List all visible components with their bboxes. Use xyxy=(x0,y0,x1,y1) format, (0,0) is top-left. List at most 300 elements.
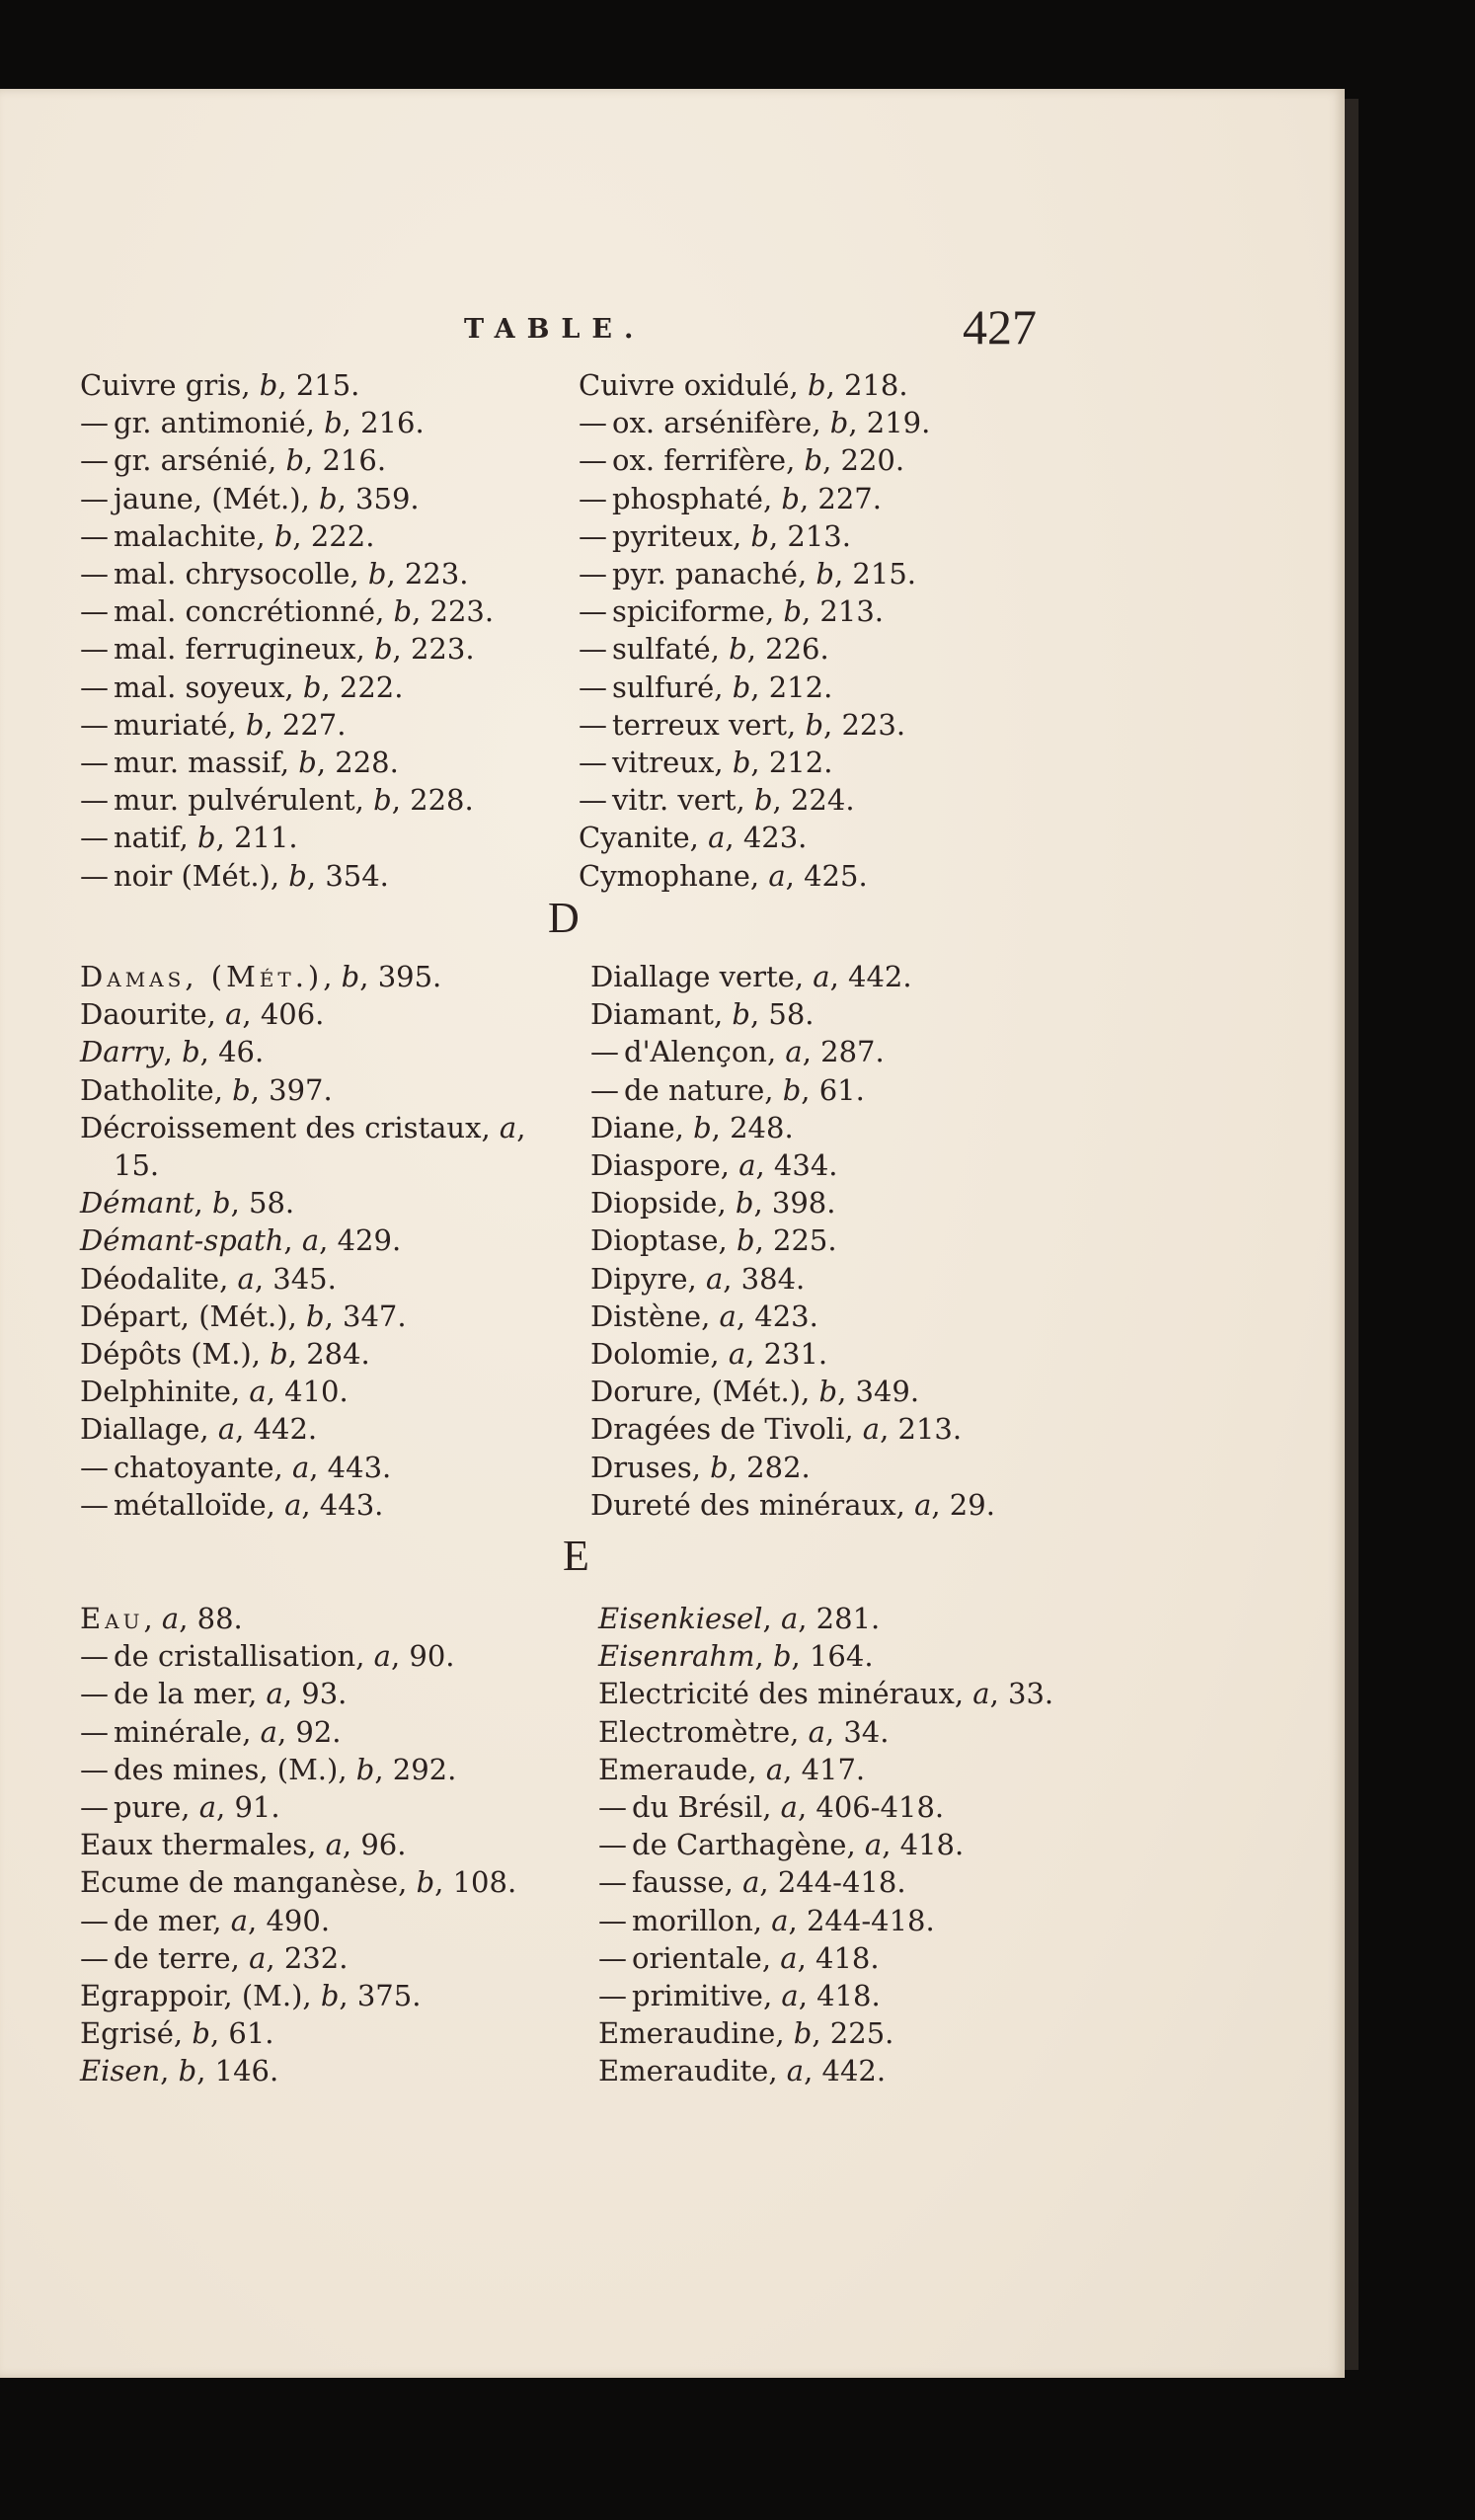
entry-page: 406-418 xyxy=(815,1790,935,1825)
index-entry: Darry, b, 46. xyxy=(80,1035,265,1069)
index-entry: Diallage, a, 442. xyxy=(80,1412,318,1447)
index-entry: Dipyre, a, 384. xyxy=(590,1261,806,1296)
index-entry: Cuivre oxidulé, b, 218. xyxy=(579,368,908,402)
index-entry: Cuivre gris, b, 215. xyxy=(80,368,360,402)
entry-page: 443 xyxy=(319,1487,375,1522)
index-entry: — d'Alençon, a, 287. xyxy=(590,1033,1079,1070)
ditto-dash: — xyxy=(579,632,607,667)
entry-term: pyriteux xyxy=(612,518,733,553)
entry-volume: a xyxy=(862,1412,881,1447)
entry-volume: b xyxy=(750,518,769,553)
entry-term: de la mer xyxy=(114,1677,249,1711)
entry-volume: b xyxy=(197,821,216,855)
entry-page: 61 xyxy=(818,1072,856,1107)
entry-term: noir (Mét.) xyxy=(114,858,271,893)
index-entry: Ecume de manganèse, b, 108. xyxy=(80,1865,517,1900)
ditto-dash: — xyxy=(579,707,607,742)
ditto-dash: — xyxy=(598,1903,627,1937)
entry-page: 224 xyxy=(790,783,846,818)
entry-page: 108 xyxy=(452,1865,507,1900)
entry-page: 232 xyxy=(283,1940,340,1975)
entry-term: Eau xyxy=(80,1602,144,1635)
entry-page: 347 xyxy=(343,1299,398,1333)
entry-term: Dépôts (M.) xyxy=(80,1337,252,1372)
index-entry: — de la mer, a, 93. xyxy=(80,1675,569,1712)
ditto-dash: — xyxy=(598,1828,627,1862)
index-entry: Damas, (Mét.), b, 395. xyxy=(80,960,442,993)
entry-volume: b xyxy=(182,1035,200,1069)
entry-page: 223 xyxy=(841,707,896,742)
entry-page: 34 xyxy=(843,1714,881,1749)
entry-volume: b xyxy=(804,443,823,478)
index-entry: — gr. antimonié, b, 216. xyxy=(80,404,569,441)
index-entry: — mal. concrétionné, b, 223. xyxy=(80,592,569,630)
entry-volume: b xyxy=(373,783,392,818)
entry-page: 212 xyxy=(768,669,824,704)
entry-volume: b xyxy=(298,746,317,780)
entry-volume: a xyxy=(249,1375,267,1409)
entry-term: Electricité des minéraux xyxy=(598,1677,955,1711)
entry-volume: a xyxy=(813,960,830,993)
ditto-dash: — xyxy=(579,518,607,553)
entry-page: 244-418 xyxy=(806,1903,926,1937)
entry-page: 211 xyxy=(234,821,289,855)
entry-page: 213 xyxy=(819,594,875,629)
entry-term: orientale xyxy=(632,1940,762,1975)
ditto-dash: — xyxy=(80,1487,109,1522)
entry-page: 354 xyxy=(325,858,380,893)
entry-page: 375 xyxy=(356,1979,413,2013)
entry-volume: a xyxy=(266,1677,283,1711)
entry-term: Eisen xyxy=(80,2054,161,2088)
ditto-dash: — xyxy=(80,1790,109,1825)
entry-volume: a xyxy=(972,1677,990,1711)
entry-page: 281 xyxy=(815,1602,872,1635)
entry-page: 227 xyxy=(281,707,338,742)
entry-page: 398 xyxy=(771,1186,827,1221)
entry-term: Damas, (Mét.) xyxy=(80,960,324,993)
entry-term: Diane xyxy=(590,1110,675,1144)
entry-volume: a xyxy=(225,997,243,1032)
entry-page: 228 xyxy=(410,783,465,818)
entry-volume: a xyxy=(808,1714,825,1749)
entry-term: Emeraudine xyxy=(598,2016,776,2051)
entry-term: Cuivre gris xyxy=(80,368,242,402)
ditto-dash: — xyxy=(80,1752,109,1786)
index-entry: Décroissement des cristaux, a, 15. xyxy=(80,1110,526,1183)
index-entry: — de Carthagène, a, 418. xyxy=(598,1826,1087,1863)
entry-term: de cristallisation xyxy=(114,1639,356,1674)
index-entry: Cyanite, a, 423. xyxy=(579,821,808,855)
entry-volume: b xyxy=(793,2016,813,2051)
index-column-d-right xyxy=(590,958,1079,1524)
entry-volume: a xyxy=(781,1979,799,2013)
entry-volume: a xyxy=(785,1035,803,1069)
ditto-dash: — xyxy=(579,443,607,478)
page-number: 427 xyxy=(963,299,1037,354)
ditto-dash: — xyxy=(80,481,109,515)
entry-volume: b xyxy=(232,1072,251,1107)
ditto-dash: — xyxy=(80,1677,109,1711)
index-entry: Dépôts (M.), b, 284. xyxy=(80,1337,370,1372)
entry-term: mal. soyeux xyxy=(114,669,285,704)
index-entry: — mal. soyeux, b, 222. xyxy=(80,669,569,706)
index-entry: — noir (Mét.), b, 354. xyxy=(80,857,569,895)
index-entry: — minérale, a, 92. xyxy=(80,1713,569,1751)
entry-term: terreux vert xyxy=(612,707,788,742)
entry-term: Diamant xyxy=(590,997,714,1032)
index-entry: Diallage verte, a, 442. xyxy=(590,960,912,993)
ditto-dash: — xyxy=(598,1940,627,1975)
entry-volume: a xyxy=(771,1903,789,1937)
entry-term: Eaux thermales xyxy=(80,1828,308,1862)
entry-page: 443 xyxy=(327,1450,383,1484)
ditto-dash: — xyxy=(80,1714,109,1749)
index-entry: — fausse, a, 244-418. xyxy=(598,1863,1087,1901)
entry-page: 423 xyxy=(742,821,799,855)
entry-page: 90 xyxy=(409,1639,446,1674)
entry-term: natif xyxy=(114,821,180,855)
entry-page: 397 xyxy=(269,1072,324,1107)
index-entry: Eisenrahm, b, 164. xyxy=(598,1639,874,1674)
index-entry: Cymophane, a, 425. xyxy=(579,858,868,893)
entry-volume: a xyxy=(728,1337,746,1372)
entry-volume: a xyxy=(742,1865,760,1900)
section-letter-d: D xyxy=(548,894,580,942)
index-entry: — phosphaté, b, 227. xyxy=(579,480,1067,517)
entry-page: 226 xyxy=(765,632,820,667)
entry-term: mur. pulvérulent xyxy=(114,783,355,818)
entry-page: 425 xyxy=(804,858,859,893)
index-entry: Dragées de Tivoli, a, 213. xyxy=(590,1412,963,1447)
entry-page: 227 xyxy=(817,481,873,515)
ditto-dash: — xyxy=(579,594,607,629)
entry-page: 146 xyxy=(214,2054,270,2088)
entry-term: mal. concrétionné xyxy=(114,594,376,629)
entry-page: 212 xyxy=(768,746,824,780)
index-entry: Diaspore, a, 434. xyxy=(590,1148,838,1183)
entry-page: 228 xyxy=(335,746,390,780)
entry-page: 96 xyxy=(360,1828,398,1862)
entry-term: gr. antimonié xyxy=(114,406,306,440)
entry-term: morillon xyxy=(632,1903,753,1937)
entry-term: sulfaté xyxy=(612,632,711,667)
index-entry: Dolomie, a, 231. xyxy=(590,1337,828,1372)
index-entry: Démant-spath, a, 429. xyxy=(80,1223,402,1258)
entry-volume: b xyxy=(732,669,751,704)
index-entry: Eisenkiesel, a, 281. xyxy=(598,1602,881,1635)
index-entry: — vitreux, b, 212. xyxy=(579,744,1067,781)
entry-term: Ecume de manganèse xyxy=(80,1865,399,1900)
ditto-dash: — xyxy=(80,783,109,818)
entry-page: 349 xyxy=(855,1375,910,1409)
entry-volume: b xyxy=(341,960,360,993)
entry-term: de terre xyxy=(114,1940,231,1975)
entry-volume: b xyxy=(192,2016,210,2051)
index-entry: Déodalite, a, 345. xyxy=(80,1261,337,1296)
index-entry: — mal. chrysocolle, b, 223. xyxy=(80,555,569,592)
entry-term: Dorure, (Mét.) xyxy=(590,1375,802,1409)
entry-page: 490 xyxy=(266,1903,321,1937)
index-entry: — métalloïde, a, 443. xyxy=(80,1486,569,1524)
entry-volume: b xyxy=(736,1223,755,1258)
ditto-dash: — xyxy=(80,707,109,742)
index-entry: — muriaté, b, 227. xyxy=(80,706,569,744)
entry-page: 29 xyxy=(949,1487,986,1522)
entry-volume: b xyxy=(829,406,849,440)
entry-volume: b xyxy=(211,1186,231,1221)
index-entry: — morillon, a, 244-418. xyxy=(598,1902,1087,1939)
entry-volume: a xyxy=(260,1714,277,1749)
entry-page: 223 xyxy=(410,632,466,667)
entry-page: 15 xyxy=(114,1148,150,1183)
entry-page: 418 xyxy=(815,1940,871,1975)
entry-term: mur. massif xyxy=(114,746,280,780)
entry-term: fausse xyxy=(632,1865,725,1900)
entry-volume: a xyxy=(237,1261,255,1296)
entry-volume: b xyxy=(807,368,826,402)
entry-volume: b xyxy=(783,594,802,629)
index-entry: Distène, a, 423. xyxy=(590,1299,818,1333)
entry-page: 418 xyxy=(816,1979,872,2013)
entry-term: Eisenkiesel xyxy=(598,1602,763,1635)
index-entry: Dorure, (Mét.), b, 349. xyxy=(590,1375,920,1409)
index-entry: — de terre, a, 232. xyxy=(80,1939,569,1977)
ditto-dash: — xyxy=(598,1790,627,1825)
entry-term: pyr. panaché xyxy=(612,557,798,591)
entry-page: 244-418 xyxy=(777,1865,897,1900)
entry-page: 88 xyxy=(196,1602,234,1635)
entry-volume: b xyxy=(781,481,800,515)
entry-volume: a xyxy=(719,1299,737,1333)
entry-volume: a xyxy=(284,1487,302,1522)
entry-page: 219 xyxy=(866,406,922,440)
index-entry: — pyr. panaché, b, 215. xyxy=(579,555,1067,592)
entry-term: Delphinite xyxy=(80,1375,231,1409)
entry-page: 213 xyxy=(897,1412,953,1447)
entry-volume: b xyxy=(367,557,387,591)
entry-term: minérale xyxy=(114,1714,243,1749)
entry-term: primitive xyxy=(632,1979,763,2013)
entry-term: Dureté des minéraux xyxy=(590,1487,896,1522)
index-entry: Datholite, b, 397. xyxy=(80,1072,333,1107)
section-letter-e: E xyxy=(563,1532,589,1580)
entry-volume: b xyxy=(319,481,338,515)
entry-page: 429 xyxy=(337,1223,392,1258)
entry-volume: b xyxy=(273,518,293,553)
entry-page: 223 xyxy=(404,557,460,591)
entry-term: chatoyante xyxy=(114,1450,274,1484)
entry-term: Druses xyxy=(590,1450,692,1484)
entry-page: 213 xyxy=(787,518,842,553)
entry-term: gr. arsénié xyxy=(114,443,268,478)
entry-page: 442 xyxy=(848,960,903,993)
index-entry: Départ, (Mét.), b, 347. xyxy=(80,1299,407,1333)
entry-page: 292 xyxy=(392,1752,448,1786)
entry-term: Daourite xyxy=(80,997,207,1032)
entry-term: sulfuré xyxy=(612,669,715,704)
entry-term: Dragées de Tivoli xyxy=(590,1412,845,1447)
entry-volume: b xyxy=(815,557,834,591)
entry-volume: a xyxy=(217,1412,236,1447)
entry-page: 395 xyxy=(377,960,433,993)
index-entry: Eau, a, 88. xyxy=(80,1602,243,1635)
entry-volume: b xyxy=(710,1450,729,1484)
index-entry: — chatoyante, a, 443. xyxy=(80,1449,569,1486)
entry-page: 33 xyxy=(1008,1677,1045,1711)
index-entry: — malachite, b, 222. xyxy=(80,517,569,555)
ditto-dash: — xyxy=(80,746,109,780)
entry-page: 442 xyxy=(253,1412,308,1447)
entry-term: des mines, (M.) xyxy=(114,1752,339,1786)
entry-volume: b xyxy=(772,1639,792,1674)
index-entry: Daourite, a, 406. xyxy=(80,997,325,1032)
index-entry: — jaune, (Mét.), b, 359. xyxy=(80,480,569,517)
ditto-dash: — xyxy=(80,632,109,667)
index-column-d-left xyxy=(80,958,569,1524)
entry-page: 418 xyxy=(899,1828,956,1862)
ditto-dash: — xyxy=(80,557,109,591)
entry-term: Egrisé xyxy=(80,2016,174,2051)
entry-volume: a xyxy=(786,2054,805,2088)
entry-page: 215 xyxy=(852,557,907,591)
index-entry: Egrisé, b, 61. xyxy=(80,2016,274,2051)
index-entry: Diamant, b, 58. xyxy=(590,997,815,1032)
entry-volume: b xyxy=(245,707,265,742)
entry-volume: b xyxy=(270,1337,288,1372)
entry-term: vitr. vert xyxy=(612,783,737,818)
book-edge xyxy=(1345,99,1359,2370)
index-entry: Emeraudite, a, 442. xyxy=(598,2054,887,2088)
index-column-c-left xyxy=(80,366,569,895)
entry-term: muriaté xyxy=(114,707,228,742)
entry-page: 284 xyxy=(306,1337,361,1372)
ditto-dash: — xyxy=(579,406,607,440)
entry-volume: a xyxy=(708,821,726,855)
entry-page: 248 xyxy=(730,1110,785,1144)
entry-page: 91 xyxy=(234,1790,272,1825)
entry-page: 406 xyxy=(260,997,316,1032)
entry-term: de Carthagène xyxy=(632,1828,847,1862)
entry-volume: b xyxy=(753,783,773,818)
entry-page: 58 xyxy=(249,1186,285,1221)
entry-volume: a xyxy=(198,1790,217,1825)
index-entry: — mal. ferrugineux, b, 223. xyxy=(80,630,569,668)
entry-volume: b xyxy=(178,2054,197,2088)
index-entry: Emeraude, a, 417. xyxy=(598,1752,866,1786)
index-entry: — sulfaté, b, 226. xyxy=(579,630,1067,668)
entry-page: 223 xyxy=(429,594,485,629)
entry-term: Datholite xyxy=(80,1072,214,1107)
entry-term: ox. ferrifère xyxy=(612,443,787,478)
ditto-dash: — xyxy=(80,821,109,855)
index-entry: Dioptase, b, 225. xyxy=(590,1223,837,1258)
index-entry: — des mines, (M.), b, 292. xyxy=(80,1751,569,1788)
index-column-e-left xyxy=(80,1600,569,2090)
entry-term: spiciforme xyxy=(612,594,765,629)
running-title: TABLE. xyxy=(464,314,646,345)
index-entry: — natif, b, 211. xyxy=(80,819,569,856)
entry-volume: a xyxy=(373,1639,391,1674)
entry-page: 282 xyxy=(746,1450,802,1484)
entry-volume: a xyxy=(301,1223,320,1258)
index-entry: Electricité des minéraux, a, 33. xyxy=(598,1677,1054,1711)
index-entry: — pure, a, 91. xyxy=(80,1788,569,1826)
entry-volume: a xyxy=(161,1602,180,1635)
entry-page: 61 xyxy=(228,2016,266,2051)
entry-volume: a xyxy=(765,1752,784,1786)
ditto-dash: — xyxy=(80,1940,109,1975)
entry-term: ox. arsénifère xyxy=(612,406,813,440)
ditto-dash: — xyxy=(579,557,607,591)
entry-page: 434 xyxy=(773,1148,829,1183)
entry-page: 46 xyxy=(218,1035,256,1069)
entry-page: 417 xyxy=(801,1752,856,1786)
entry-term: Cyanite xyxy=(579,821,690,855)
ditto-dash: — xyxy=(80,518,109,553)
index-column-c-right xyxy=(579,366,1067,895)
entry-term: Décroissement des cristaux xyxy=(80,1110,482,1144)
entry-term: Electromètre xyxy=(598,1714,791,1749)
entry-term: Egrappoir, (M.) xyxy=(80,1979,303,2013)
index-entry: — de cristallisation, a, 90. xyxy=(80,1637,569,1675)
index-entry: — vitr. vert, b, 224. xyxy=(579,781,1067,819)
entry-volume: b xyxy=(373,632,393,667)
entry-volume: a xyxy=(768,858,786,893)
ditto-dash: — xyxy=(80,858,109,893)
entry-volume: b xyxy=(732,997,750,1032)
entry-term: métalloïde xyxy=(114,1487,267,1522)
entry-page: 423 xyxy=(754,1299,810,1333)
ditto-dash: — xyxy=(80,443,109,478)
entry-page: 164 xyxy=(809,1639,865,1674)
entry-term: Darry xyxy=(80,1035,164,1069)
entry-term: Emeraude xyxy=(598,1752,748,1786)
entry-term: malachite xyxy=(114,518,257,553)
index-entry: Delphinite, a, 410. xyxy=(80,1375,349,1409)
entry-volume: b xyxy=(320,1979,340,2013)
index-entry: — ox. arsénifère, b, 219. xyxy=(579,404,1067,441)
index-entry: — gr. arsénié, b, 216. xyxy=(80,441,569,479)
entry-volume: a xyxy=(780,1790,798,1825)
entry-page: 222 xyxy=(310,518,366,553)
entry-page: 345 xyxy=(272,1261,328,1296)
ditto-dash: — xyxy=(80,1903,109,1937)
entry-volume: a xyxy=(499,1110,517,1144)
entry-volume: a xyxy=(249,1940,267,1975)
ditto-dash: — xyxy=(80,1639,109,1674)
index-entry: — terreux vert, b, 223. xyxy=(579,706,1067,744)
entry-page: 231 xyxy=(763,1337,818,1372)
ditto-dash: — xyxy=(598,1865,627,1900)
entry-term: Distène xyxy=(590,1299,702,1333)
ditto-dash: — xyxy=(80,669,109,704)
entry-page: 216 xyxy=(322,443,377,478)
entry-volume: b xyxy=(302,669,322,704)
entry-term: d'Alençon xyxy=(624,1035,767,1069)
index-column-e-right xyxy=(598,1600,1087,2090)
index-entry: — de mer, a, 490. xyxy=(80,1902,569,1939)
entry-volume: a xyxy=(325,1828,343,1862)
entry-volume: b xyxy=(818,1375,838,1409)
index-entry: Dureté des minéraux, a, 29. xyxy=(590,1487,995,1522)
entry-term: Cymophane xyxy=(579,858,750,893)
entry-term: du Brésil xyxy=(632,1790,763,1825)
entry-volume: b xyxy=(805,707,824,742)
index-entry: — mur. massif, b, 228. xyxy=(80,744,569,781)
entry-term: Dolomie xyxy=(590,1337,711,1372)
entry-volume: b xyxy=(729,632,747,667)
